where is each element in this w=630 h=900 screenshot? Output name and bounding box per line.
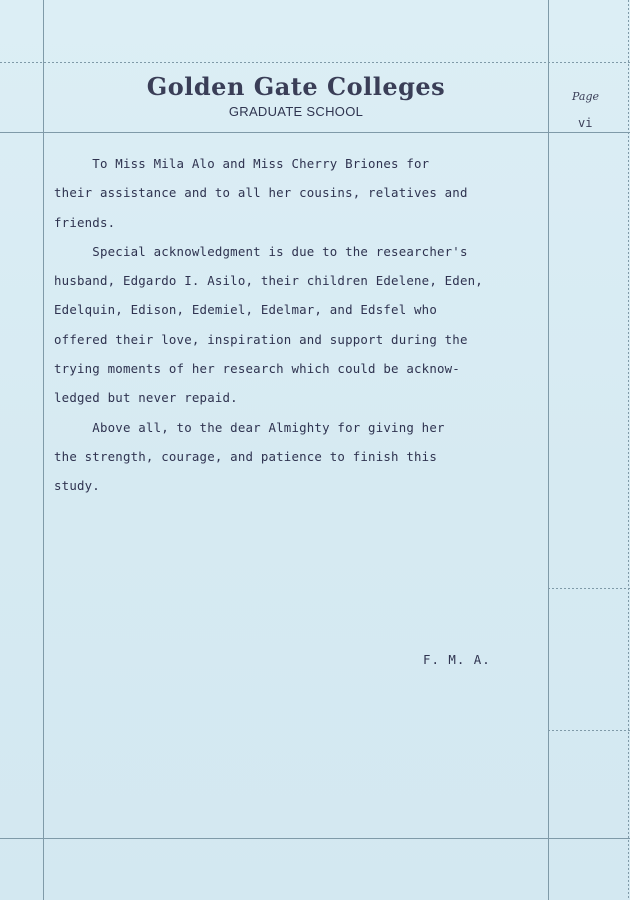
text-line: ledged but never repaid.: [54, 390, 238, 406]
text-line: trying moments of her research which could be acknow-: [54, 361, 460, 377]
side-rule-2: [548, 730, 630, 731]
footer-rule: [0, 838, 630, 839]
page-label: Page: [572, 90, 600, 103]
text-line: Edelquin, Edison, Edemiel, Edelmar, and Edsfel who: [54, 302, 437, 318]
letterhead: [44, 62, 548, 132]
text-line: their assistance and to all her cousins, relatives and: [54, 185, 468, 201]
left-margin-rule: [43, 0, 44, 900]
text-line: offered their love, inspiration and support during the: [54, 331, 468, 347]
right-margin-rule: [548, 0, 549, 900]
text-line: friends.: [54, 214, 116, 230]
text-line: Above all, to the dear Almighty for giving her: [54, 419, 445, 435]
text-line: Special acknowledgment is due to the researcher's: [54, 243, 468, 259]
text-line: study.: [54, 478, 100, 494]
text-line: To Miss Mila Alo and Miss Cherry Briones for: [54, 156, 430, 171]
school-name: GRADUATE SCHOOL: [228, 104, 364, 119]
college-name: Golden Gate Colleges: [146, 72, 446, 101]
text-line: the strength, courage, and patience to finish this: [54, 448, 437, 464]
acknowledgment-text: [54, 149, 544, 501]
right-column-outer-rule: [628, 0, 629, 900]
author-initials: F. M. A.: [423, 652, 491, 667]
header-bottom-rule: [0, 132, 630, 133]
page-number: vi: [578, 116, 593, 130]
side-rule-1: [548, 588, 630, 589]
text-line: husband, Edgardo I. Asilo, their children Edelene, Eden,: [54, 273, 483, 289]
